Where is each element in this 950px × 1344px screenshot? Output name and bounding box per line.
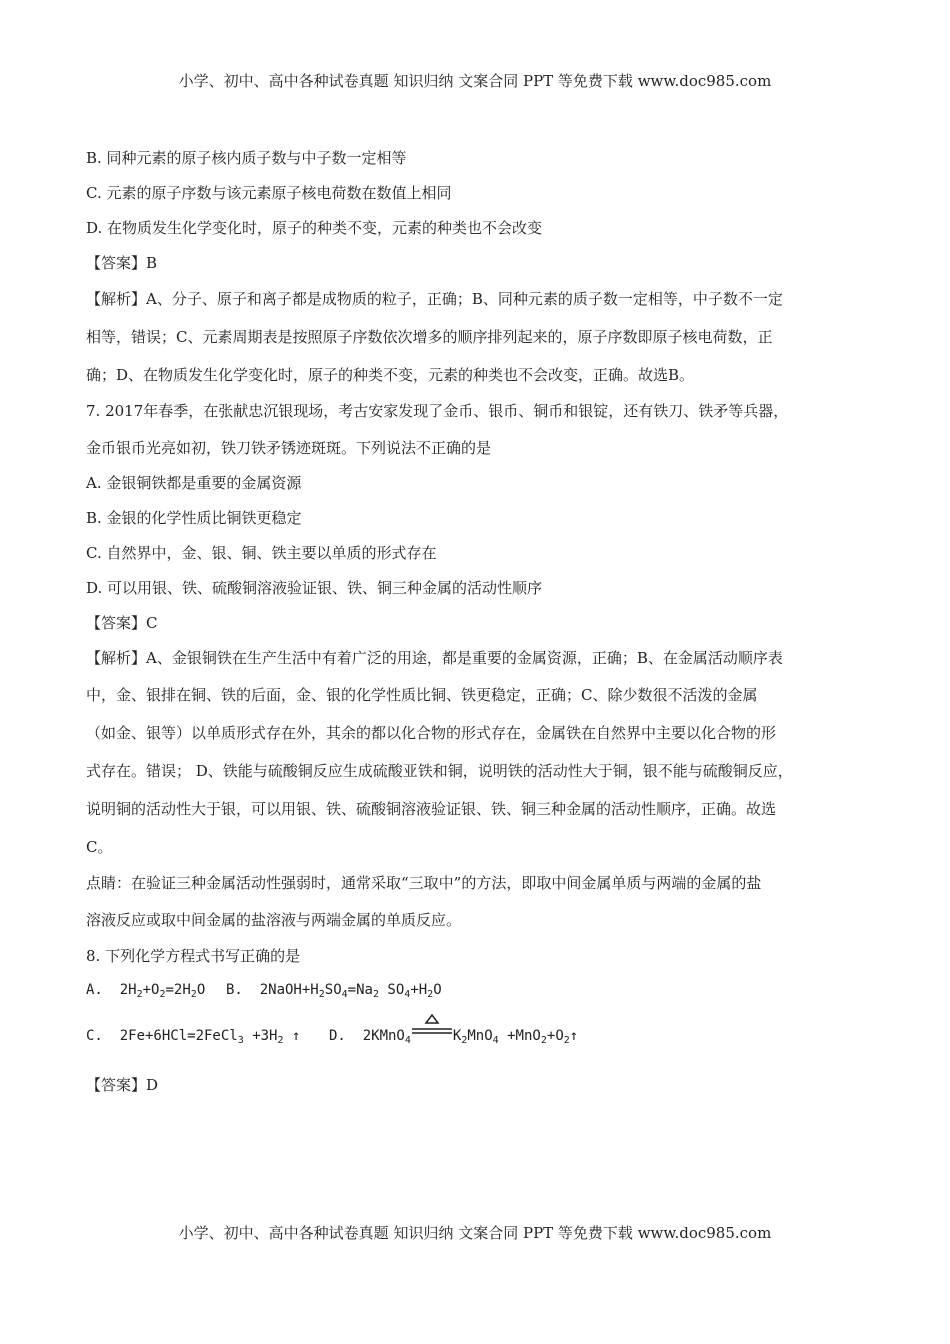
q7-option-c: C. 自然界中，金、银、铜、铁主要以单质的形式存在 [86,544,437,562]
q8-option-c: C. 2Fe+6HCl=2FeCl$_3$ $+3H_2$ ↑ [86,1028,301,1046]
q7-answer: 【答案】C [86,614,158,632]
q6-option-d: D. 在物质发生化学变化时，原子的种类不变，元素的种类也不会改变 [86,219,543,237]
q8-option-d: D. 2KMnO$_4$ $K_2MnO_4$ $+MnO_2+O_2↑$ [329,1028,578,1044]
q7-analysis-line: 中，金、银排在铜、铁的后面，金、银的化学性质比铜、铁更稳定，正确；C、除少数很不活泼的金属 [86,686,758,704]
q7-tip-line: 溶液反应或取中间金属的盐溶液与两端金属的单质反应。 [86,911,462,929]
q8-option-a: A. $2H_2+O_2=2H_2O$ [86,982,206,1000]
q7-option-d: D. 可以用银、铁、硫酸铜溶液验证银、铁、铜三种金属的活动性顺序 [86,579,543,597]
q7-analysis-line: 式存在。错误； D、铁能与硫酸铜反应生成硫酸亚铁和铜，说明铁的活动性大于铜，银不能与硫酸铜反应， [86,762,793,780]
q7-option-a: A. 金银铜铁都是重要的金属资源 [86,474,302,492]
q8-option-b: B. $2NaOH+H_2SO_4=Na_2$ $SO_4+H_2O$ [226,982,442,1000]
q7-tip-line: 点睛：在验证三种金属活动性强弱时，通常采取“三取中”的方法，即取中间金属单质与两端的金属的盐 [86,874,762,892]
q7-stem-line: 金币银币光亮如初，铁刀铁矛锈迹斑斑。下列说法不正确的是 [86,439,492,457]
q7-stem-line: 7. 2017年春季，在张献忠沉银现场，考古安家发现了金币、银币、铜币和银锭，还有铁刀、铁矛等兵器， [86,402,789,420]
q8-stem: 8. 下列化学方程式书写正确的是 [86,947,301,965]
q6-analysis-line: 确；D、在物质发生化学变化时，原子的种类不变，元素的种类也不会改变，正确。故选B。 [86,366,695,384]
q7-option-b: B. 金银的化学性质比铜铁更稳定 [86,509,302,527]
heat-triangle-icon [411,1013,453,1043]
footer-banner: 小学、初中、高中各种试卷真题 知识归纳 文案合同 PPT 等免费下载 www.doc985.com [178,1224,772,1242]
q7-analysis-line: C。 [86,838,113,856]
q6-option-c: C. 元素的原子序数与该元素原子核电荷数在数值上相同 [86,184,452,202]
header-banner: 小学、初中、高中各种试卷真题 知识归纳 文案合同 PPT 等免费下载 www.doc985.com [178,72,772,90]
q6-answer: 【答案】B [86,254,158,272]
q8-answer: 【答案】D [86,1076,159,1094]
q6-analysis-line: 相等，错误；C、元素周期表是按照原子序数依次增多的顺序排列起来的，原子序数即原子核电荷数，正 [86,328,773,346]
q6-analysis-line: 【解析】A、分子、原子和离子都是成物质的粒子，正确；B、同种元素的质子数一定相等，中子数不一定 [86,290,783,308]
q7-analysis-line: 【解析】A、金银铜铁在生产生活中有着广泛的用途，都是重要的金属资源，正确；B、在金属活动顺序表 [86,649,783,667]
heating-equals-sign [411,1028,453,1044]
q6-option-b: B. 同种元素的原子核内质子数与中子数一定相等 [86,149,407,167]
q7-analysis-line: （如金、银等）以单质形式存在外，其余的都以化合物的形式存在，金属铁在自然界中主要以化合物的形 [86,724,777,742]
q7-analysis-line: 说明铜的活动性大于银，可以用银、铁、硫酸铜溶液验证银、铁、铜三种金属的活动性顺序，正确。故选 [86,800,777,818]
